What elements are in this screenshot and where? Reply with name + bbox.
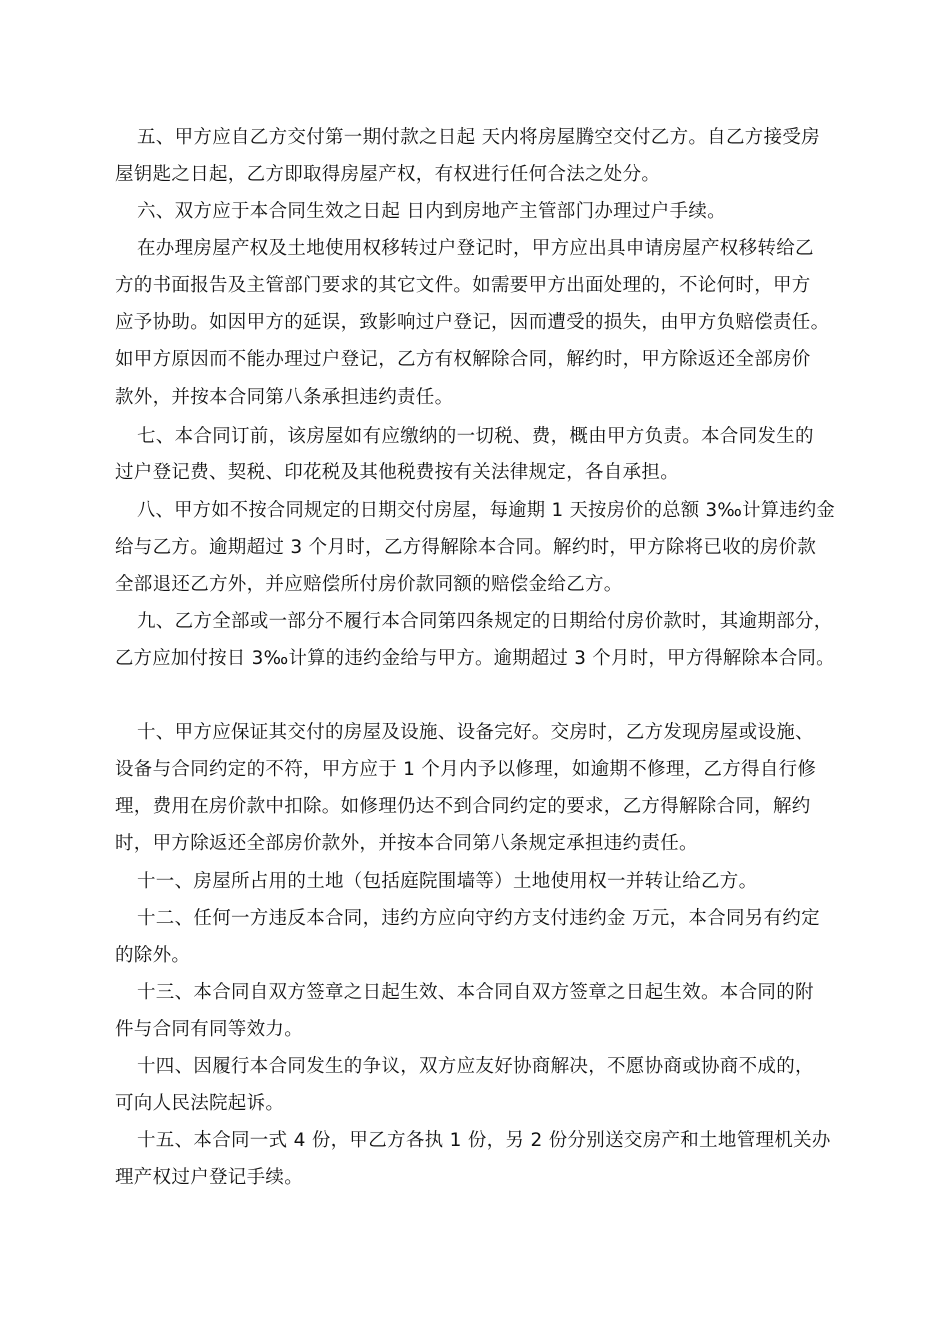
text-line: 如甲方原因而不能办理过户登记，乙方有权解除合同，解约时，甲方除返还全部房价 (115, 349, 811, 370)
text-line: 时，甲方除返还全部房价款外，并按本合同第八条规定承担违约责任。 (115, 833, 698, 854)
text-line: 的除外。 (115, 945, 191, 966)
text-line: 理产权过户登记手续。 (115, 1167, 304, 1188)
text-line: 十一、房屋所占用的土地（包括庭院围墙等）土地使用权一并转让给乙方。 (137, 871, 758, 892)
text-line: 九、乙方全部或一部分不履行本合同第四条规定的日期给付房价款时，其逾期部分， (137, 611, 833, 632)
text-line: 方的书面报告及主管部门要求的其它文件。如需要甲方出面处理的，不论何时，甲方 (115, 275, 811, 296)
text-line: 应予协助。如因甲方的延误，致影响过户登记，因而遭受的损失，由甲方负赔偿责任。 (115, 312, 830, 333)
text-line: 理，费用在房价款中扣除。如修理仍达不到合同约定的要求，乙方得解除合同，解约 (115, 796, 811, 817)
text-line: 可向人民法院起诉。 (115, 1093, 285, 1114)
text-line: 件与合同有同等效力。 (115, 1019, 304, 1040)
text-line: 乙方应加付按日 3‰计算的违约金给与甲方。逾期超过 3 个月时，甲方得解除本合同。 (115, 648, 835, 669)
text-line: 在办理房屋产权及土地使用权移转过户登记时，甲方应出具申请房屋产权移转给乙 (137, 238, 814, 259)
text-line: 屋钥匙之日起，乙方即取得房屋产权，有权进行任何合法之处分。 (115, 164, 661, 185)
text-line: 六、双方应于本合同生效之日起 日内到房地产主管部门办理过户手续。 (137, 201, 726, 222)
text-line: 十三、本合同自双方签章之日起生效、本合同自双方签章之日起生效。本合同的附 (137, 982, 814, 1003)
text-line: 五、甲方应自乙方交付第一期付款之日起 天内将房屋腾空交付乙方。自乙方接受房 (137, 127, 820, 148)
text-line: 款外，并按本合同第八条承担违约责任。 (115, 387, 454, 408)
text-line: 过户登记费、契税、印花税及其他税费按有关法律规定，各自承担。 (115, 462, 680, 483)
text-line: 十、甲方应保证其交付的房屋及设施、设备完好。交房时，乙方发现房屋或设施、 (137, 722, 814, 743)
text-line: 十四、因履行本合同发生的争议，双方应友好协商解决，不愿协商或协商不成的， (137, 1056, 814, 1077)
text-line: 十五、本合同一式 4 份，甲乙方各执 1 份，另 2 份分别送交房产和土地管理机关办 (137, 1130, 831, 1151)
text-line: 给与乙方。逾期超过 3 个月时，乙方得解除本合同。解约时，甲方除将已收的房价款 (115, 537, 817, 558)
text-line: 全部退还乙方外，并应赔偿所付房价款同额的赔偿金给乙方。 (115, 574, 623, 595)
text-line: 设备与合同约定的不符，甲方应于 1 个月内予以修理，如逾期不修理，乙方得自行修 (115, 759, 817, 780)
text-line: 八、甲方如不按合同规定的日期交付房屋，每逾期 1 天按房价的总额 3‰计算违约金 (137, 500, 836, 521)
text-line: 七、本合同订前，该房屋如有应缴纳的一切税、费，概由甲方负责。本合同发生的 (137, 426, 814, 447)
text-line: 十二、任何一方违反本合同，违约方应向守约方支付违约金 万元，本合同另有约定 (137, 908, 820, 929)
